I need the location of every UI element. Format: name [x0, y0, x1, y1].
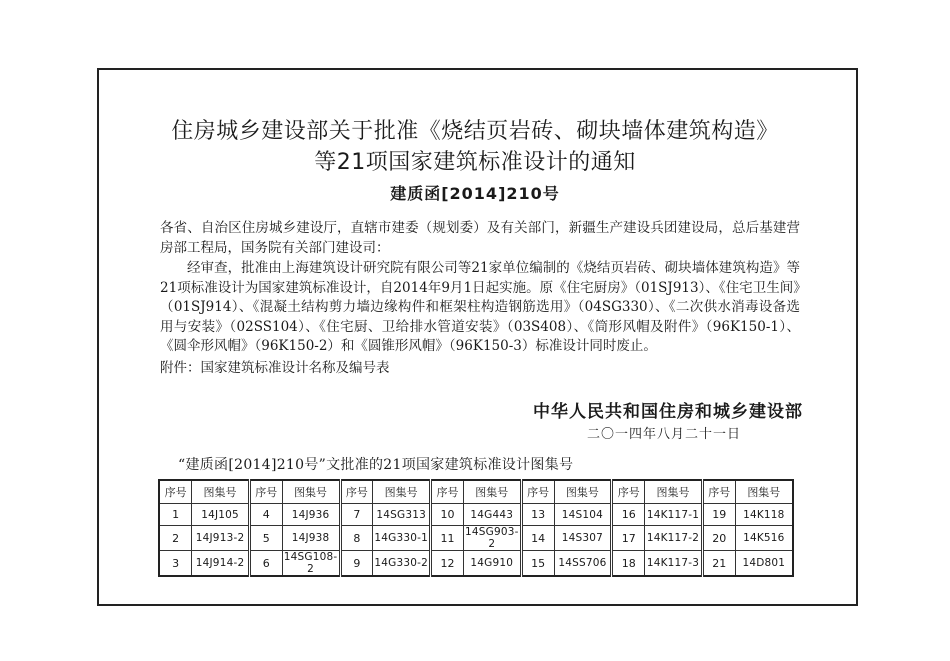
header-atlas: 图集号: [373, 480, 431, 504]
table-row: [159, 526, 793, 551]
seq-cell: 14: [521, 526, 554, 551]
atlas-cell: 14D801: [735, 551, 793, 577]
atlas-cell: 14K117-1: [645, 504, 703, 526]
header-seq: 序号: [612, 480, 645, 504]
atlas-cell: 14K516: [735, 526, 793, 551]
issuing-authority: 中华人民共和国住房和城乡建设部: [533, 402, 803, 422]
seq-cell: 17: [612, 526, 645, 551]
seq-cell: 6: [249, 551, 282, 577]
table-row: [159, 551, 793, 577]
seq-cell: 13: [521, 504, 554, 526]
atlas-cell: 14SG108-2: [282, 551, 340, 577]
seq-cell: 9: [340, 551, 373, 577]
atlas-cell: 14J914-2: [192, 551, 250, 577]
notice-title-line2: 等21项国家建筑标准设计的通知: [314, 150, 636, 175]
atlas-cell: 14SG313: [373, 504, 431, 526]
atlas-cell: 14G330-1: [373, 526, 431, 551]
addressee-paragraph: 各省、自治区住房城乡建设厅，直辖市建委（规划委）及有关部门，新疆生产建设兵团建设局，总后基建营房部工程局，国务院有关部门建设司：: [160, 220, 800, 256]
seq-cell: 21: [702, 551, 735, 577]
table-header-row: [159, 480, 793, 504]
seq-cell: 12: [431, 551, 464, 577]
header-atlas: 图集号: [735, 480, 793, 504]
attachment-line: 附件：国家建筑标准设计名称及编号表: [160, 360, 390, 376]
atlas-cell: 14J105: [192, 504, 250, 526]
atlas-cell: 14K118: [735, 504, 793, 526]
atlas-number-table: [158, 479, 794, 577]
atlas-cell: 14SS706: [554, 551, 612, 577]
header-seq: 序号: [431, 480, 464, 504]
seq-cell: 3: [159, 551, 192, 577]
seq-cell: 7: [340, 504, 373, 526]
atlas-cell: 14K117-2: [645, 526, 703, 551]
seq-cell: 11: [431, 526, 464, 551]
header-atlas: 图集号: [645, 480, 703, 504]
document-number: 建质函[2014]210号: [390, 184, 560, 203]
header-atlas: 图集号: [554, 480, 612, 504]
atlas-cell: 14J936: [282, 504, 340, 526]
atlas-cell: 14S104: [554, 504, 612, 526]
issue-date: 二〇一四年八月二十一日: [586, 427, 741, 442]
atlas-cell: 14G330-2: [373, 551, 431, 577]
seq-cell: 4: [249, 504, 282, 526]
table-row: [159, 504, 793, 526]
atlas-cell: 14S307: [554, 526, 612, 551]
header-seq: 序号: [249, 480, 282, 504]
seq-cell: 16: [612, 504, 645, 526]
seq-cell: 5: [249, 526, 282, 551]
atlas-cell: 14J938: [282, 526, 340, 551]
seq-cell: 18: [612, 551, 645, 577]
seq-cell: 15: [521, 551, 554, 577]
seq-cell: 8: [340, 526, 373, 551]
header-seq: 序号: [340, 480, 373, 504]
atlas-cell: 14SG903-2: [463, 526, 521, 551]
header-seq: 序号: [521, 480, 554, 504]
seq-cell: 10: [431, 504, 464, 526]
seq-cell: 20: [702, 526, 735, 551]
header-atlas: 图集号: [192, 480, 250, 504]
header-seq: 序号: [159, 480, 192, 504]
notice-title-line1: 住房城乡建设部关于批准《烧结页岩砖、砌块墙体建筑构造》: [171, 119, 779, 144]
seq-cell: 1: [159, 504, 192, 526]
header-seq: 序号: [702, 480, 735, 504]
atlas-cell: 14K117-3: [645, 551, 703, 577]
seq-cell: 2: [159, 526, 192, 551]
atlas-cell: 14G910: [463, 551, 521, 577]
header-atlas: 图集号: [282, 480, 340, 504]
atlas-cell: 14G443: [463, 504, 521, 526]
body-paragraph: 经审查，批准由上海建筑设计研究院有限公司等21家单位编制的《烧结页岩砖、砌块墙体建筑构造》等21项标准设计为国家建筑标准设计，自2014年9月1日起实施。原《住宅厨房》（01SJ913）、《住宅卫生间》（01SJ914）、《混凝土结构剪力墙边缘构件和框架柱构造钢筋选用》（04SG330）、《二次供水消毒设备选用与安装》（02SS104）、《住宅厨、卫给排水管道安装》（03S408）、《筒形风帽及附件》（96K150-1）、《圆伞形风帽》（96K150-2）和《圆锥形风帽》（96K150-3）标准设计同时废止。: [160, 260, 800, 354]
atlas-cell: 14J913-2: [192, 526, 250, 551]
header-atlas: 图集号: [463, 480, 521, 504]
table-caption: “建质函[2014]210号”文批准的21项国家建筑标准设计图集号: [178, 457, 574, 473]
seq-cell: 19: [702, 504, 735, 526]
